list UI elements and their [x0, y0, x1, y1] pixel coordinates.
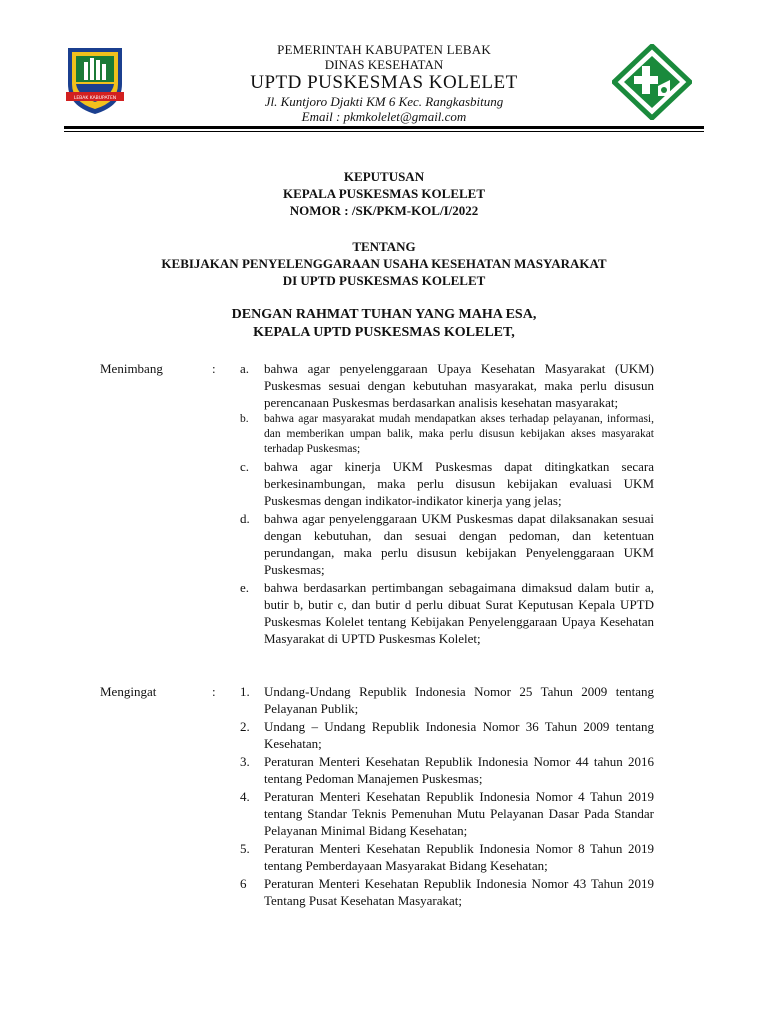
- decree-number: NOMOR : /SK/PKM-KOL/I/2022: [289, 203, 479, 218]
- letterhead-rule-thick: [64, 126, 704, 129]
- item-text: bahwa agar masyarakat mudah mendapatkan akses terhadap pelayanan, informasi, dan memberikan umpan balik, maka perlu disusun kebijakan akses masyarakat terhadap Puskesmas;: [264, 413, 654, 455]
- list-item: [234, 360, 654, 411]
- item-marker: 3.: [240, 754, 250, 769]
- item-text: Peraturan Menteri Kesehatan Republik Indonesia Nomor 4 Tahun 2019 tentang Standar Teknis Pemenuhan Mutu Pelayanan Dasar Pada Standar Pelayanan Minimal Bidang Kesehatan;: [264, 789, 654, 838]
- list-item: [234, 788, 654, 839]
- item-text: Undang-Undang Republik Indonesia Nomor 25 Tahun 2009 tentang Pelayanan Publik;: [264, 684, 654, 716]
- decree-title-line1: KEPUTUSAN: [343, 169, 425, 184]
- item-marker: c.: [240, 459, 250, 474]
- preamble-line2: KEPALA UPTD PUSKESMAS KOLELET,: [253, 325, 515, 340]
- preamble-line1: DENGAN RAHMAT TUHAN YANG MAHA ESA,: [231, 307, 537, 322]
- decree-about: TENTANG: [352, 239, 416, 254]
- mengingat-label: Mengingat: [100, 684, 157, 699]
- list-item: [234, 579, 654, 647]
- decree-subject-line1: KEBIJAKAN PENYELENGGARAAN USAHA KESEHATAN MASYARAKAT: [161, 256, 607, 271]
- decree-title: [0, 168, 768, 219]
- logo-banner-text: LEBAK KABUPATEN: [73, 96, 117, 101]
- menimbang-list: [234, 360, 654, 648]
- item-marker: 2.: [240, 719, 250, 734]
- item-marker: d.: [240, 511, 250, 526]
- menimbang-colon: :: [212, 361, 216, 376]
- item-marker: 5.: [240, 841, 250, 856]
- letterhead: [0, 40, 768, 130]
- item-text: Undang – Undang Republik Indonesia Nomor 36 Tahun 2009 tentang Kesehatan;: [264, 719, 654, 751]
- menimbang-label: Menimbang: [100, 361, 163, 376]
- institution-name: UPTD PUSKESMAS KOLELET: [250, 72, 518, 93]
- item-marker: e.: [240, 580, 250, 595]
- item-text: Peraturan Menteri Kesehatan Republik Indonesia Nomor 44 tahun 2016 tentang Pedoman Manajemen Puskesmas;: [264, 754, 654, 786]
- item-marker: a.: [240, 361, 250, 376]
- item-marker: b.: [240, 413, 249, 425]
- item-text: bahwa agar penyelenggaraan Upaya Kesehatan Masyarakat (UKM) Puskesmas sesuai dengan kebutuhan masyarakat, maka perlu disusun perencanaan Puskesmas berdasarkan analisis kesehatan masyarakat;: [264, 361, 654, 410]
- list-item: [234, 875, 654, 909]
- letterhead-rule-thin: [64, 131, 704, 132]
- item-text: bahwa agar kinerja UKM Puskesmas dapat ditingkatkan secara berkesinambungan, maka perlu disusun kebijakan evaluasi UKM Puskesmas dengan indikator-indikator kinerja yang jelas;: [264, 459, 654, 508]
- item-marker: 4.: [240, 789, 250, 804]
- list-item: [234, 510, 654, 578]
- list-item: [234, 753, 654, 787]
- list-item: [234, 840, 654, 874]
- puskesmas-logo-icon: [612, 44, 692, 120]
- item-text: bahwa berdasarkan pertimbangan sebagaimana dimaksud dalam butir a, butir b, butir c, dan butir d perlu dibuat Surat Keputusan Kepala UPTD Puskesmas Kolelet tentang Kebijakan Penyelenggaraan Upaya Kesehatan Masyarakat di UPTD Puskesmas Kolelet;: [264, 580, 654, 646]
- list-item: [234, 458, 654, 509]
- decree-subject: [0, 238, 768, 289]
- email: Email : pkmkolelet@gmail.com: [301, 109, 467, 124]
- list-item: [234, 683, 654, 717]
- government-name: PEMERINTAH KABUPATEN LEBAK: [277, 42, 491, 57]
- mengingat-list: [234, 683, 654, 910]
- list-item: [234, 718, 654, 752]
- decree-title-line2: KEPALA PUSKESMAS KOLELET: [282, 186, 486, 201]
- item-text: Peraturan Menteri Kesehatan Republik Indonesia Nomor 43 Tahun 2019 Tentang Pusat Kesehatan Masyarakat;: [264, 876, 654, 908]
- list-item: [234, 412, 654, 457]
- department-name: DINAS KESEHATAN: [324, 57, 444, 72]
- item-text: Peraturan Menteri Kesehatan Republik Indonesia Nomor 8 Tahun 2019 tentang Pemberdayaan Masyarakat Bidang Kesehatan;: [264, 841, 654, 873]
- mengingat-colon: :: [212, 684, 216, 699]
- address: Jl. Kuntjoro Djakti KM 6 Kec. Rangkasbitung: [264, 94, 504, 109]
- item-text: bahwa agar penyelenggaraan UKM Puskesmas dapat dilaksanakan sesuai dengan kebutuhan, dan sesuai dengan pedoman, dan ketentuan perundangan, maka perlu disusun kebijakan Penyelenggaraan UKM Puskesmas;: [264, 511, 654, 577]
- item-marker: 6: [240, 876, 247, 891]
- decree-preamble: [0, 306, 768, 342]
- item-marker: 1.: [240, 684, 250, 699]
- decree-subject-line2: DI UPTD PUSKESMAS KOLELET: [282, 273, 486, 288]
